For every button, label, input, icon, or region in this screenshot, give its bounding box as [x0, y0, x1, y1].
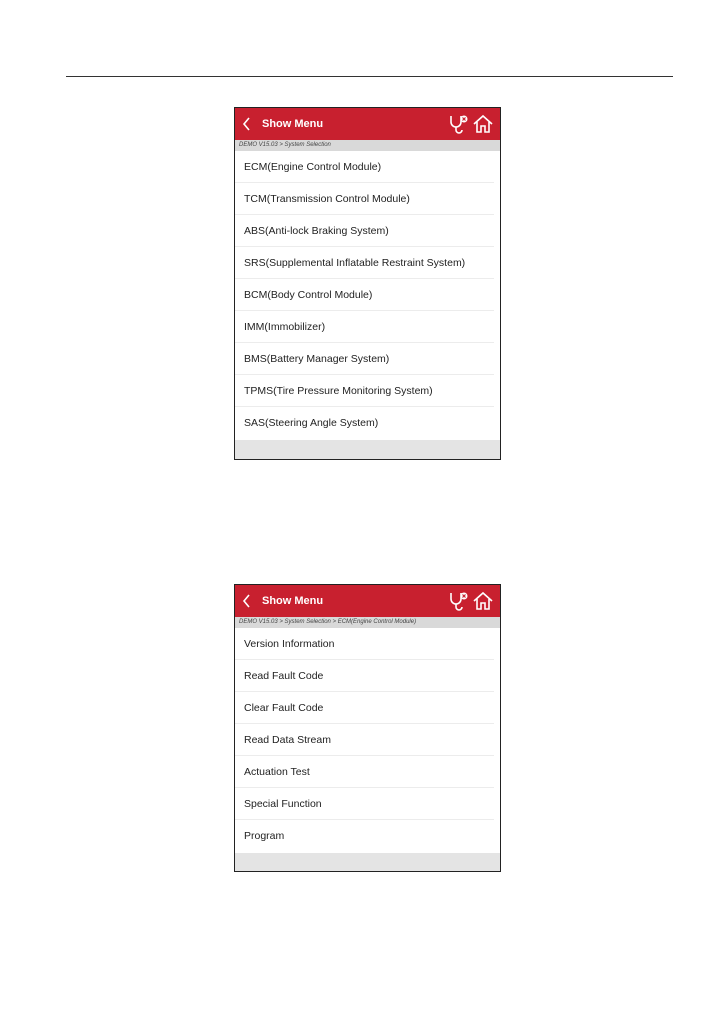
- breadcrumb: DEMO V15.03 > System Selection: [235, 140, 500, 151]
- menu-item-abs[interactable]: ABS(Anti-lock Braking System): [235, 215, 494, 247]
- home-icon[interactable]: [472, 590, 494, 612]
- menu-item-bms[interactable]: BMS(Battery Manager System): [235, 343, 494, 375]
- menu-item-tcm[interactable]: TCM(Transmission Control Module): [235, 183, 494, 215]
- menu-item-imm[interactable]: IMM(Immobilizer): [235, 311, 494, 343]
- chevron-left-icon[interactable]: [237, 585, 257, 617]
- app-header: [235, 585, 500, 617]
- menu-item-srs[interactable]: SRS(Supplemental Inflatable Restraint System): [235, 247, 494, 279]
- system-menu-list: [235, 151, 500, 439]
- menu-item-ecm[interactable]: ECM(Engine Control Module): [235, 151, 494, 183]
- chevron-left-icon[interactable]: [237, 108, 257, 140]
- menu-item-clear-fault-code[interactable]: Clear Fault Code: [235, 692, 494, 724]
- menu-item-actuation-test[interactable]: Actuation Test: [235, 756, 494, 788]
- stethoscope-close-icon[interactable]: [447, 113, 469, 135]
- breadcrumb: DEMO V15.03 > System Selection > ECM(Engine Control Module): [235, 617, 500, 628]
- menu-item-bcm[interactable]: BCM(Body Control Module): [235, 279, 494, 311]
- menu-item-read-data-stream[interactable]: Read Data Stream: [235, 724, 494, 756]
- footer-bar: [235, 440, 500, 459]
- screenshot-ecm-functions: [234, 584, 501, 872]
- home-icon[interactable]: [472, 113, 494, 135]
- footer-bar: [235, 853, 500, 871]
- menu-item-tpms[interactable]: TPMS(Tire Pressure Monitoring System): [235, 375, 494, 407]
- header-title: Show Menu: [262, 595, 324, 607]
- screenshot-system-selection: [234, 107, 501, 460]
- menu-item-sas[interactable]: SAS(Steering Angle System): [235, 407, 494, 439]
- menu-item-read-fault-code[interactable]: Read Fault Code: [235, 660, 494, 692]
- menu-item-program[interactable]: Program: [235, 820, 494, 852]
- stethoscope-close-icon[interactable]: [447, 590, 469, 612]
- app-header: [235, 108, 500, 140]
- menu-item-special-function[interactable]: Special Function: [235, 788, 494, 820]
- function-menu-list: [235, 628, 500, 852]
- menu-item-version-information[interactable]: Version Information: [235, 628, 494, 660]
- header-title: Show Menu: [262, 118, 324, 130]
- page-header-rule: [66, 76, 673, 77]
